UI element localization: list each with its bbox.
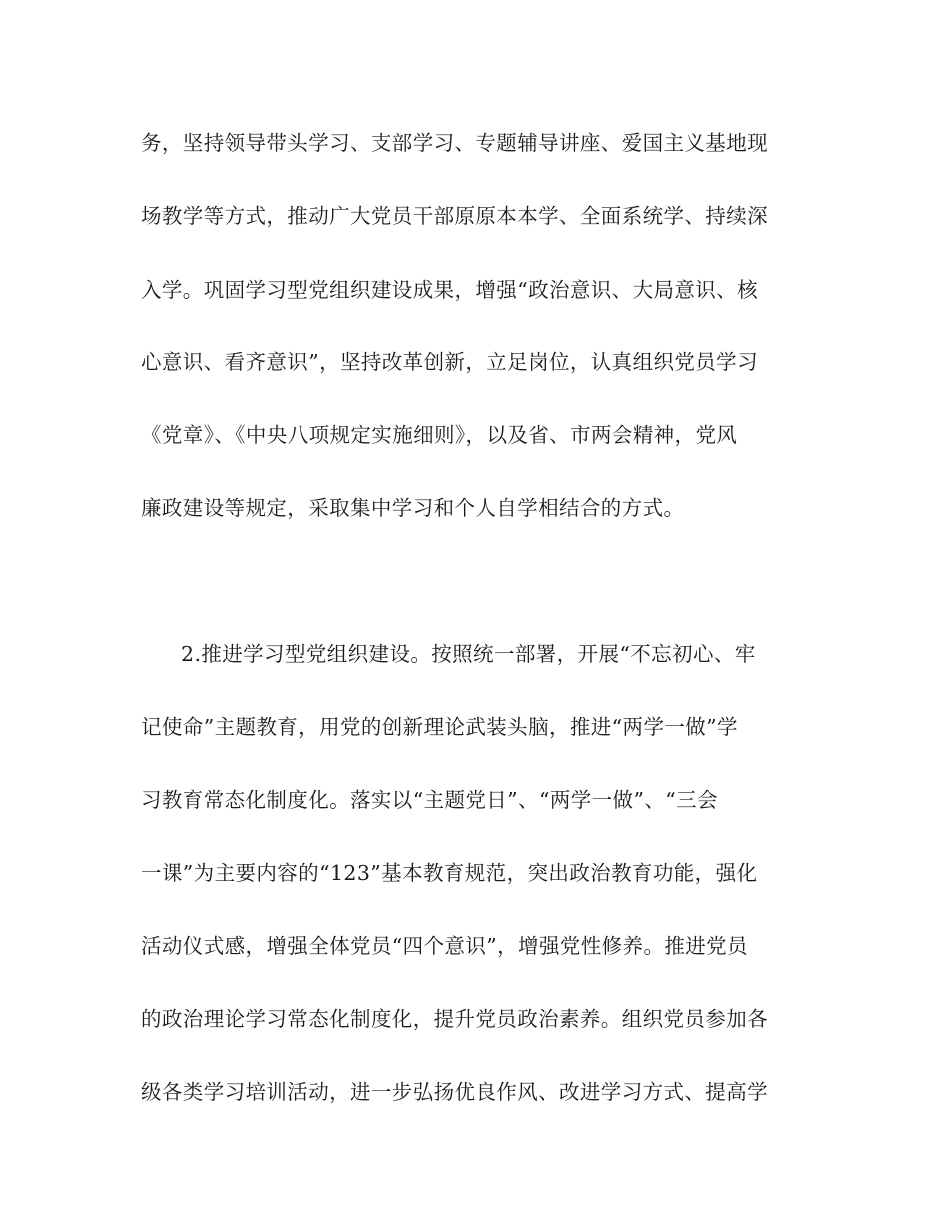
- paragraph-line: 务，坚持领导带头学习、支部学习、专题辅导讲座、爱国主义基地现: [141, 131, 768, 155]
- paragraph-line: 一课”为主要内容的“123”基本教育规范，突出政治教育功能，强化: [141, 861, 758, 885]
- paragraph-line: 记使命”主题教育，用党的创新理论武装头脑，推进“两学一做”学: [141, 715, 738, 739]
- paragraph-line: 活动仪式感，增强全体党员“四个意识”，增强党性修养。推进党员: [141, 934, 748, 958]
- paragraph-line: 的政治理论学习常态化制度化，提升党员政治素养。组织党员参加各: [141, 1007, 768, 1031]
- paragraph-line: 2.推进学习型党组织建设。按照统一部署，开展“不忘初心、牢: [181, 642, 756, 666]
- paragraph-line: 场教学等方式，推动广大党员干部原原本本学、全面系统学、持续深: [141, 204, 768, 228]
- paragraph-line: 级各类学习培训活动，进一步弘扬优良作风、改进学习方式、提高学: [141, 1080, 768, 1104]
- paragraph-line: 《党章》、《中央八项规定实施细则》，以及省、市两会精神，党风: [141, 423, 738, 447]
- paragraph-line: 习教育常态化制度化。落实以“主题党日”、“两学一做”、“三会: [141, 788, 718, 812]
- paragraph-line: 廉政建设等规定，采取集中学习和个人自学相结合的方式。: [141, 496, 685, 520]
- paragraph-line: 心意识、看齐意识”，坚持改革创新，立足岗位，认真组织党员学习: [141, 350, 758, 374]
- paragraph-line: 入学。巩固学习型党组织建设成果，增强“政治意识、大局意识、核: [141, 278, 758, 302]
